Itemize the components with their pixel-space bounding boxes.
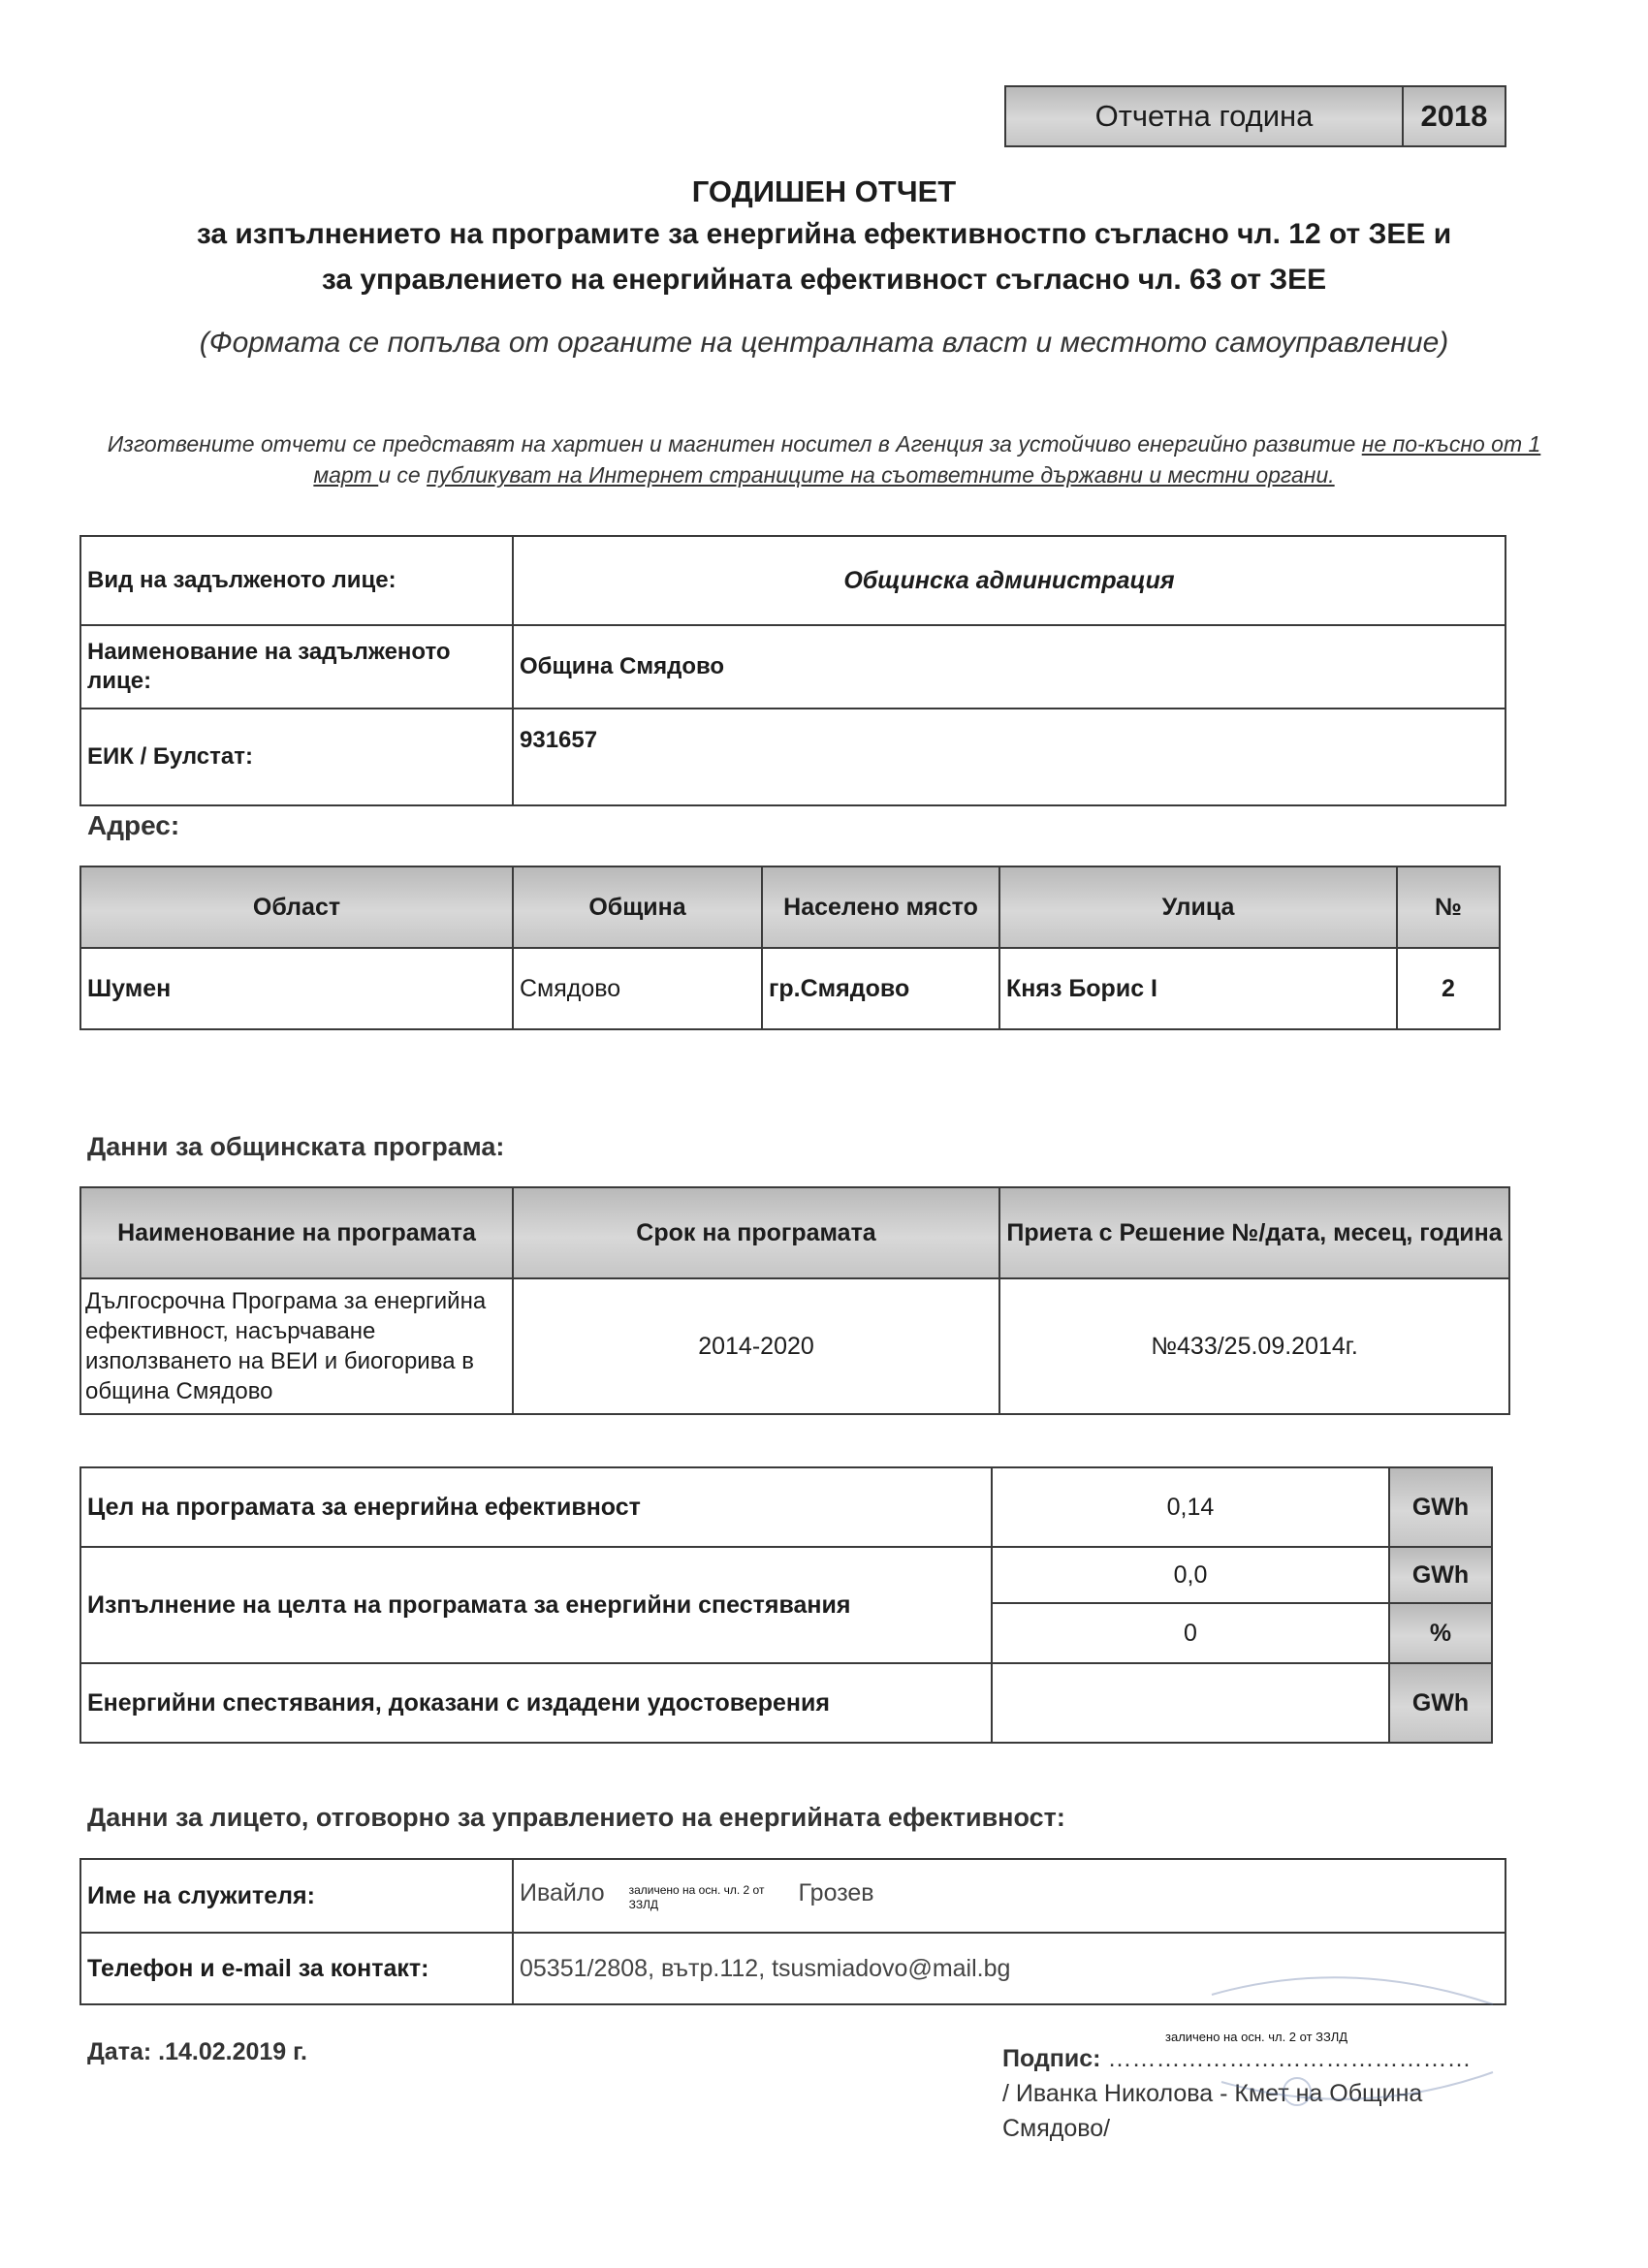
signature-redaction: заличено на осн. чл. 2 от ЗЗЛД — [1165, 2030, 1348, 2044]
contact-title: Данни за лицето, отговорно за управлението на енергийната ефективност: — [87, 1803, 1065, 1832]
address-header-number: № — [1397, 866, 1500, 948]
program-table — [79, 1186, 1510, 1415]
target-value: 0,14 — [992, 1467, 1389, 1547]
address-settlement: гр.Смядово — [762, 948, 999, 1029]
goals-table — [79, 1466, 1493, 1744]
document-subtitle-line1: за изпълнението на програмите за енергийна ефективностпо съгласно чл. 12 от ЗЕЕ и — [196, 218, 1452, 250]
program-decision: №433/25.09.2014г. — [999, 1278, 1509, 1414]
report-year-value: 2018 — [1403, 86, 1505, 146]
signature-line: ……………………………………… — [1107, 2045, 1472, 2072]
target-unit: GWh — [1389, 1467, 1492, 1547]
report-year-box — [1004, 85, 1506, 147]
entity-eik-value: 931657 — [513, 709, 1505, 805]
program-header-name: Наименование на програмата — [80, 1187, 513, 1278]
title-block — [0, 173, 1648, 362]
entity-type-label: Вид на задълженото лице: — [80, 536, 513, 625]
entity-name-label: Наименование на задълженото лице: — [80, 625, 513, 709]
execution-unit: GWh — [1389, 1547, 1492, 1603]
address-municipality: Смядово — [513, 948, 762, 1029]
execution-value: 0,0 — [992, 1547, 1389, 1603]
address-header-municipality: Община — [513, 866, 762, 948]
employee-last-name: Грозев — [798, 1879, 874, 1906]
address-table — [79, 866, 1501, 1030]
entity-table — [79, 535, 1506, 806]
certified-label: Енергийни спестявания, доказани с издадени удостоверения — [80, 1663, 992, 1743]
document-subtitle-line2: за управлението на енергийната ефективност съгласно чл. 63 от ЗЕЕ — [321, 264, 1327, 296]
employee-redaction: заличено на осн. чл. 2 от ЗЗЛД — [628, 1883, 765, 1911]
execution-percent: 0 — [992, 1603, 1389, 1663]
execution-percent-unit: % — [1389, 1603, 1492, 1663]
address-header-region: Област — [80, 866, 513, 948]
entity-eik-label: ЕИК / Булстат: — [80, 709, 513, 805]
target-label: Цел на програмата за енергийна ефективност — [80, 1467, 992, 1547]
program-header-decision: Приета с Решение №/дата, месец, година — [999, 1187, 1509, 1278]
submission-notice: Изготвените отчети се представят на хартиен и магнитен носител в Агенция за устойчиво енергийно развитие не по-късно от 1 март и се публикуват на Интернет страниците на съответните държавни и местни органи. — [107, 431, 1541, 488]
employee-first-name: Ивайло — [520, 1879, 605, 1906]
program-name: Дългосрочна Програма за енергийна ефективност, насърчаване използването на ВЕИ и биогорива в община Смядово — [80, 1278, 513, 1414]
program-term: 2014-2020 — [513, 1278, 999, 1414]
signatory-line1: / Иванка Николова - Кмет на Община — [1002, 2080, 1423, 2107]
execution-label: Изпълнение на целта на програмата за енергийни спестявания — [80, 1547, 992, 1663]
address-title: Адрес: — [87, 810, 180, 840]
employee-label: Име на служителя: — [80, 1859, 513, 1933]
phone-value: 05351/2808, вътр.112, tsusmiadovo@mail.bg — [513, 1933, 1505, 2004]
phone-label: Телефон и e-mail за контакт: — [80, 1933, 513, 2004]
publish-text: публикуват на Интернет страниците на съответните държавни и местни органи. — [427, 462, 1335, 488]
address-number: 2 — [1397, 948, 1500, 1029]
certified-value — [992, 1663, 1389, 1743]
stamp-mark — [1202, 1937, 1512, 2130]
address-header-settlement: Населено място — [762, 866, 999, 948]
report-date: Дата: .14.02.2019 г. — [87, 2038, 308, 2065]
address-region: Шумен — [80, 948, 513, 1029]
program-header-term: Срок на програмата — [513, 1187, 999, 1278]
address-header-street: Улица — [999, 866, 1397, 948]
signature-label: Подпис: — [1002, 2045, 1101, 2072]
document-title: ГОДИШЕН ОТЧЕТ — [691, 174, 957, 208]
program-title: Данни за общинската програма: — [87, 1132, 505, 1161]
deadline-text: не по-късно от 1 март — [313, 431, 1541, 488]
employee-name — [513, 1859, 1505, 1933]
certified-unit: GWh — [1389, 1663, 1492, 1743]
signatory-line2: Смядово/ — [1002, 2115, 1111, 2142]
entity-name-value: Община Смядово — [513, 625, 1505, 709]
address-street: Княз Борис I — [999, 948, 1397, 1029]
form-note: (Формата се попълва от органите на централната власт и местното самоуправление) — [199, 327, 1449, 359]
entity-type-value: Общинска администрация — [513, 536, 1505, 625]
report-year-label: Отчетна година — [1005, 86, 1403, 146]
